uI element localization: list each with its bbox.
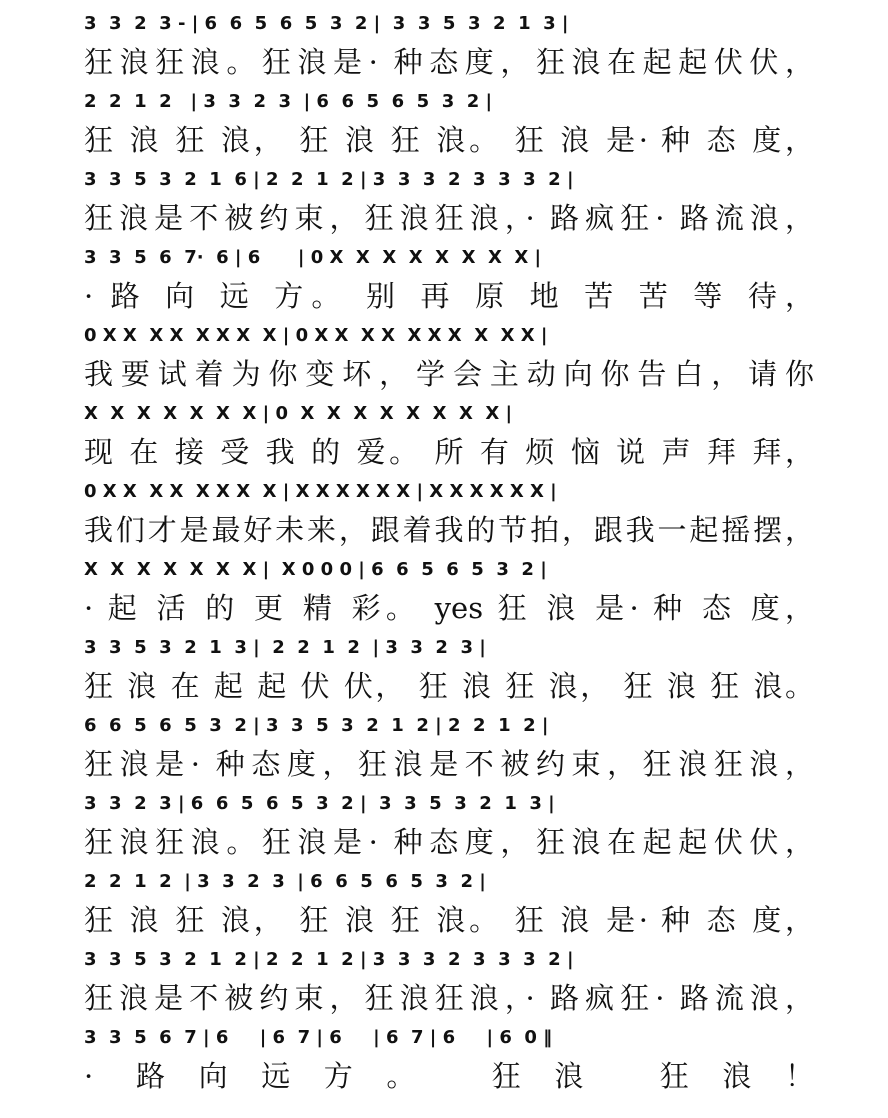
score-row [84, 864, 814, 942]
lyric-line: 我们才是最好未来，跟着我的节拍，跟我一起摇摆， [84, 513, 814, 547]
lyric-line: 狂 浪 狂 浪， 狂 浪 狂 浪。 狂 浪 是· 种 态 度， [84, 123, 814, 157]
score-row [84, 552, 814, 630]
score-row [84, 942, 814, 1020]
notation-line: 3 3 5 6 7· 6 | 6 | 0 X X X X X X X X | [84, 247, 542, 268]
lyric-line: · 路向远方。 狂浪 狂浪！ [84, 1059, 814, 1093]
lyric-line: 狂 浪 在 起 起 伏 伏， 狂 浪 狂 浪， 狂 浪 狂 浪。 [84, 669, 814, 703]
lyric-line: 我要试着为你变坏，学会主动向你告白，请你 [84, 357, 814, 391]
lyric-line: 狂浪是不被约束，狂浪狂浪，· 路疯狂· 路流浪， [84, 981, 814, 1015]
notation-line: 3 3 5 3 2 1 2 | 2 2 1 2 | 3 3 3 2 3 3 3 2 | [84, 949, 574, 970]
lyric-line: 狂浪狂浪。狂浪是· 种态度，狂浪在起起伏伏， [84, 825, 814, 859]
lyric-line: 狂浪狂浪。狂浪是· 种态度，狂浪在起起伏伏， [84, 45, 814, 79]
lyric-line: 现 在 接 受 我 的 爱。 所 有 烦 恼 说 声 拜 拜， [84, 435, 814, 469]
lyric-line: 狂浪是· 种态度，狂浪是不被约束，狂浪狂浪， [84, 747, 814, 781]
notation-line: 3 3 5 6 7 | 6 | 6 7 | 6 | 6 7 | 6 | 6 0 ‖ [84, 1027, 553, 1048]
notation-line: 6 6 5 6 5 3 2 | 3 3 5 3 2 1 2 | 2 2 1 2 | [84, 715, 549, 736]
score-row [84, 708, 814, 786]
notation-line: 0 X X X X X X X X | 0 X X X X X X X X X X | [84, 325, 548, 346]
notation-line: 3 3 5 3 2 1 6 | 2 2 1 2 | 3 3 3 2 3 3 3 2 | [84, 169, 574, 190]
score-row [84, 396, 814, 474]
notation-line: 2 2 1 2 | 3 3 2 3 | 6 6 5 6 5 3 2 | [84, 91, 493, 112]
lyric-line: · 路 向 远 方。 别 再 原 地 苦 苦 等 待， [84, 279, 814, 313]
notation-line: X X X X X X X | X 0 0 0 | 6 6 5 6 5 3 2 | [84, 559, 547, 580]
score-row [84, 318, 814, 396]
score-row [84, 474, 814, 552]
lyric-line: · 起 活 的 更 精 彩。 yes 狂 浪 是· 种 态 度， [84, 591, 814, 625]
score-row [84, 240, 814, 318]
score-row [84, 1020, 814, 1098]
notation-line: 3 3 2 3 - | 6 6 5 6 5 3 2 | 3 3 5 3 2 1 3 | [84, 13, 569, 34]
score-row [84, 630, 814, 708]
score-row [84, 786, 814, 864]
lyric-line: 狂 浪 狂 浪， 狂 浪 狂 浪。 狂 浪 是· 种 态 度， [84, 903, 814, 937]
lyric-line: 狂浪是不被约束，狂浪狂浪，· 路疯狂· 路流浪， [84, 201, 814, 235]
notation-line: 3 3 5 3 2 1 3 | 2 2 1 2 | 3 3 2 3 | [84, 637, 486, 658]
score-row [84, 84, 814, 162]
notation-line: 2 2 1 2 | 3 3 2 3 | 6 6 5 6 5 3 2 | [84, 871, 486, 892]
notation-line: 0 X X X X X X X X | X X X X X X | X X X X X X | [84, 481, 557, 502]
notation-line: 3 3 2 3 | 6 6 5 6 5 3 2 | 3 3 5 3 2 1 3 | [84, 793, 555, 814]
notation-line: X X X X X X X | 0 X X X X X X X X | [84, 403, 513, 424]
score-row [84, 162, 814, 240]
score-row [84, 6, 814, 84]
